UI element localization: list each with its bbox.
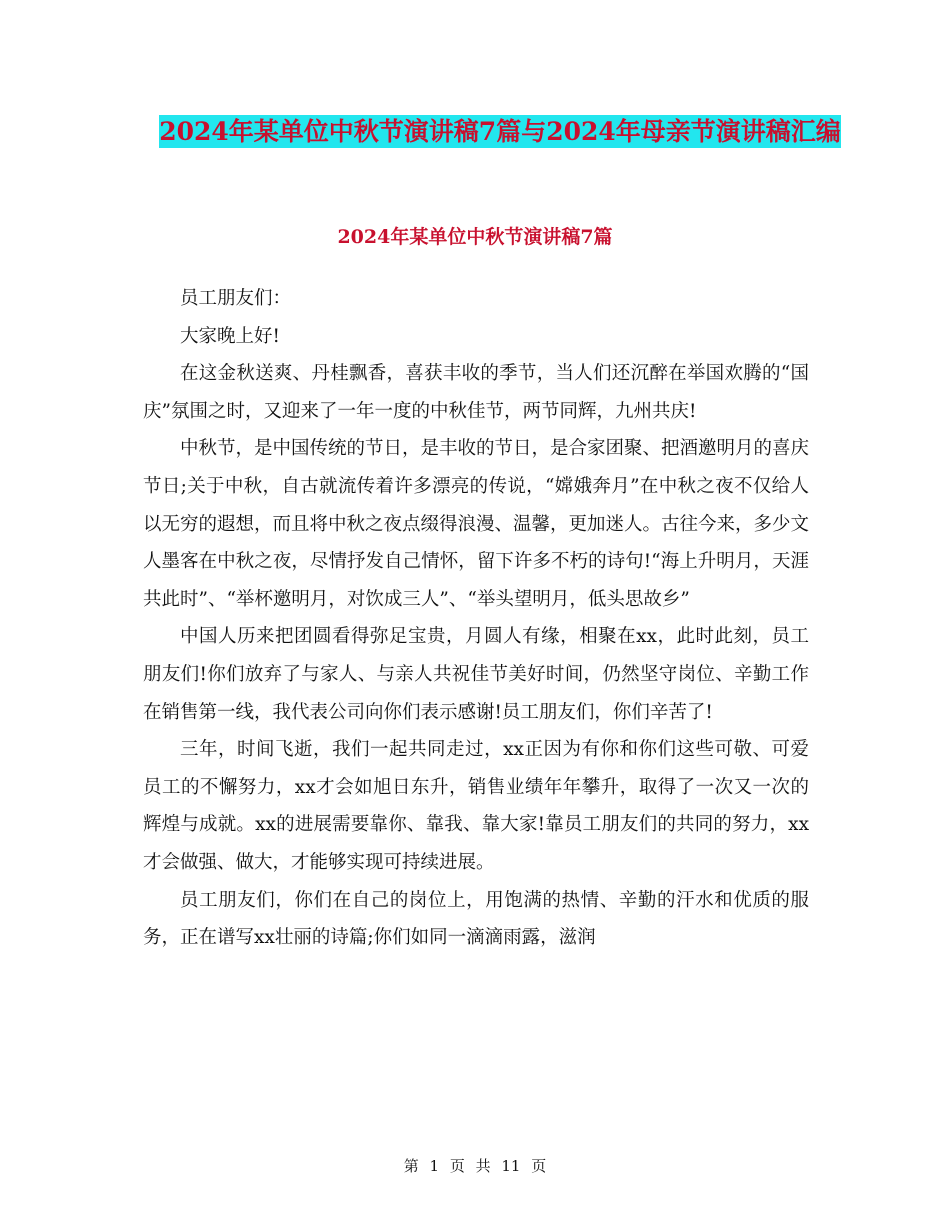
greeting: 大家晚上好! <box>180 325 280 347</box>
document-title-text: 2024年某单位中秋节演讲稿7篇与2024年母亲节演讲稿汇编 <box>159 117 841 146</box>
document-title <box>140 108 860 156</box>
section-title: 2024年某单位中秋节演讲稿7篇 <box>337 226 613 248</box>
body-paragraph: 三年，时间飞逝，我们一起共同走过，xx正因为有你和你们这些可敬、可爱员工的不懈努力，xx才会如旭日东升，销售业绩年年攀升，取得了一次又一次的辉煌与成就。xx的进展需要靠你、靠我、靠大家!靠员工朋友们的共同的努力，xx才会做强、做大，才能够实现可持续进展。 <box>143 739 809 873</box>
body-paragraph: 在这金秋送爽、丹桂飘香，喜获丰收的季节，当人们还沉醉在举国欢腾的“国庆”氛围之时，又迎来了一年一度的中秋佳节，两节同辉，九州共庆! <box>143 363 809 422</box>
body-paragraph: 员工朋友们，你们在自己的岗位上，用饱满的热情、辛勤的汗水和优质的服务，正在谱写xx壮丽的诗篇;你们如同一滴滴雨露，滋润 <box>143 889 809 949</box>
body-paragraph: 中国人历来把团圆看得弥足宝贵，月圆人有缘，相聚在xx，此时此刻，员工朋友们!你们放弃了与家人、与亲人共祝佳节美好时间，仍然坚守岗位、辛勤工作在销售第一线，我代表公司向你们表示感谢!员工朋友们，你们辛苦了! <box>143 626 809 723</box>
salutation: 员工朋友们： <box>180 288 292 309</box>
body-paragraph: 中秋节，是中国传统的节日，是丰收的节日，是合家团聚、把酒邀明月的喜庆节日;关于中秋，自古就流传着许多漂亮的传说，“嫦娥奔月”在中秋之夜不仅给人以无穷的遐想，而且将中秋之夜点缀得浪漫、温馨，更加迷人。古往今来，多少文人墨客在中秋之夜，尽情抒发自己情怀，留下许多不朽的诗句!“海上升明月，天涯共此时”、“举杯邀明月，对饮成三人”、“举头望明月，低头思故乡” <box>143 438 810 610</box>
document-body <box>143 280 809 957</box>
page-number-footer: 第 1 页 共 11 页 <box>403 1157 547 1175</box>
